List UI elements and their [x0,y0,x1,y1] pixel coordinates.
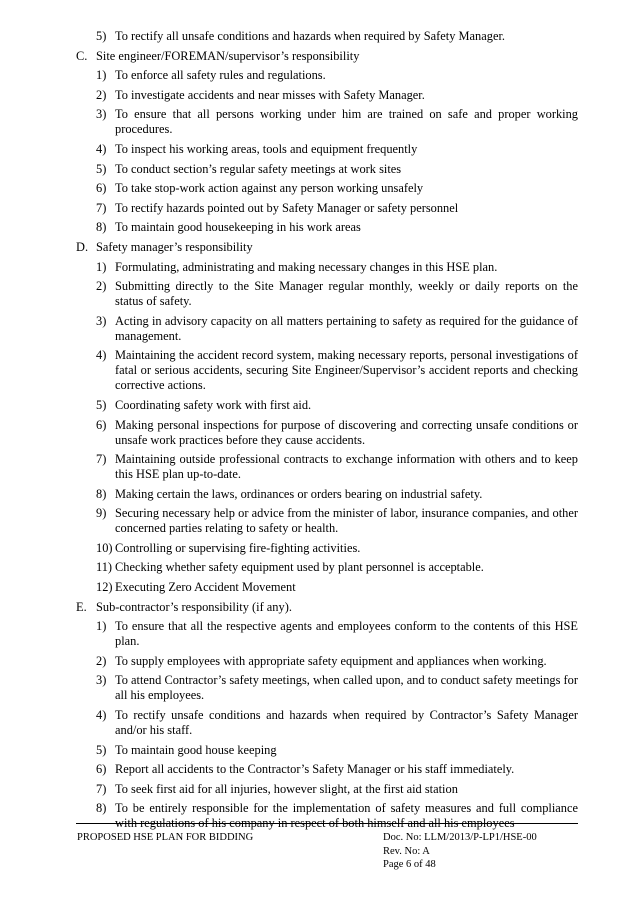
list-item-number: 4) [96,348,107,363]
list-item-number: 5) [96,397,107,412]
list-item [76,29,578,44]
list-item-text: Formulating, administrating and making necessary changes in this HSE plan. [115,259,498,274]
list-item-number: 6) [96,417,107,432]
list-item-number: 9) [96,506,107,521]
list-item [76,314,578,344]
list-item-text: Maintaining the accident record system, making necessary reports, personal investigations of fatal or serious accidents, securing Site Engineer/Supervisor’s accident reports and checking corrective actions. [115,348,578,393]
section-marker: D. [76,239,89,254]
list-item-text: To maintain good housekeeping in his work areas [115,220,361,235]
list-item [76,743,578,758]
list-item-text: To ensure that all persons working under him are trained on safe and proper working procedures. [115,107,578,137]
footer-doc-info [383,831,537,872]
list-item-text: To conduct section’s regular safety meetings at work sites [115,161,402,176]
list-item [76,181,578,196]
list-item [76,560,578,575]
list-item [76,673,578,703]
document-body [76,29,578,836]
list-item [76,487,578,502]
list-item-text: Coordinating safety work with first aid. [115,397,312,412]
list-item-text: To seek first aid for all injuries, however slight, at the first aid station [115,781,458,796]
list-item-text: To take stop-work action against any person working unsafely [115,181,424,196]
list-item-number: 6) [96,762,107,777]
section-title: Site engineer/FOREMAN/supervisor’s responsibility [96,48,360,63]
list-item-text: To supply employees with appropriate safety equipment and appliances when working. [115,653,547,668]
list-item-number: 3) [96,107,107,122]
list-item-number: 5) [96,742,107,757]
list-item [76,418,578,448]
list-item [76,782,578,797]
list-item [76,68,578,83]
footer-title: PROPOSED HSE PLAN FOR BIDDING [77,832,254,843]
list-item-text: Maintaining outside professional contracts to exchange information with others and to keep this HSE plan up-to-date. [115,452,578,482]
list-item [76,801,578,831]
list-item-text: To investigate accidents and near misses with Safety Manager. [115,87,425,102]
list-item-number: 1) [96,619,107,634]
list-item-text: Controlling or supervising fire-fighting activities. [115,540,361,555]
list-item-text: To rectify all unsafe conditions and hazards when required by Safety Manager. [115,29,505,43]
list-item [76,201,578,216]
list-item-text: Report all accidents to the Contractor’s Safety Manager or his staff immediately. [115,762,515,777]
list-item [76,506,578,536]
list-item-number: 11) [96,560,113,575]
list-item-text: To maintain good house keeping [115,742,277,757]
list-item-text: To ensure that all the respective agents and employees conform to the contents of this HSE plan. [115,619,578,649]
section-marker: E. [76,599,87,614]
list-item-text: Submitting directly to the Site Manager regular monthly, weekly or daily reports on the status of safety. [115,279,578,309]
list-item-number: 8) [96,220,107,235]
list-item-number: 10) [96,540,113,555]
list-item-text: To attend Contractor’s safety meetings, when called upon, and to conduct safety meetings for all his employees. [115,673,578,703]
footer-doc-number: Doc. No: LLM/2013/P-LP1/HSE-00 [383,832,537,843]
list-item-number: 3) [96,313,107,328]
list-item [76,541,578,556]
list-item-text: Checking whether safety equipment used by plant personnel is acceptable. [115,560,484,575]
list-item-number: 8) [96,486,107,501]
list-item-number: 2) [96,87,107,102]
list-item [76,162,578,177]
list-item-number: 7) [96,781,107,796]
section-heading [76,49,578,64]
list-item [76,762,578,777]
list-item [76,654,578,669]
section-title: Sub-contractor’s responsibility (if any). [96,599,292,614]
section-marker: C. [76,48,88,63]
list-item-number: 5) [96,29,107,43]
list-item-number: 4) [96,141,107,156]
list-item-number: 4) [96,708,107,723]
list-item-number: 7) [96,452,107,467]
list-item-text: To rectify unsafe conditions and hazards when required by Contractor’s Safety Manager and/or his staff. [115,708,578,738]
footer-divider [76,823,578,824]
list-item-text: Making certain the laws, ordinances or orders bearing on industrial safety. [115,486,483,501]
list-item [76,107,578,137]
list-item [76,452,578,482]
list-item [76,708,578,738]
list-item-number: 6) [96,181,107,196]
list-item [76,220,578,235]
list-item-text: To be entirely responsible for the implementation of safety measures and full compliance with regulations of his company in respect of both himself and all his employees [115,801,578,831]
list-item-number: 2) [96,653,107,668]
list-item [76,619,578,649]
list-item [76,279,578,309]
footer-page-number: Page 6 of 48 [383,859,436,870]
list-item [76,398,578,413]
list-item-number: 8) [96,801,107,816]
footer-revision: Rev. No: A [383,845,430,857]
list-item [76,88,578,103]
list-item-number: 1) [96,68,107,83]
list-item-number: 7) [96,200,107,215]
section-heading [76,240,578,255]
list-item [76,260,578,275]
list-item-text: To enforce all safety rules and regulations. [115,68,326,83]
list-item-number: 1) [96,259,107,274]
list-item [76,580,578,595]
list-item-number: 3) [96,673,107,688]
list-item-text: To inspect his working areas, tools and equipment frequently [115,141,418,156]
list-item-text: To rectify hazards pointed out by Safety Manager or safety personnel [115,200,459,215]
list-item-text: Executing Zero Accident Movement [115,580,296,595]
section-heading [76,600,578,615]
list-item-number: 12) [96,580,113,595]
list-item-text: Securing necessary help or advice from the minister of labor, insurance companies, and other concerned parties relating to safety or health. [115,506,578,536]
list-item [76,348,578,393]
list-item-text: Making personal inspections for purpose of discovering and correcting unsafe conditions or unsafe work practices before they cause accidents. [115,417,578,447]
list-item-text: Acting in advisory capacity on all matters pertaining to safety as required for the guidance of management. [115,313,578,343]
list-item [76,142,578,157]
list-item-number: 2) [96,279,107,294]
list-item-number: 5) [96,161,107,176]
section-title: Safety manager’s responsibility [96,239,253,254]
